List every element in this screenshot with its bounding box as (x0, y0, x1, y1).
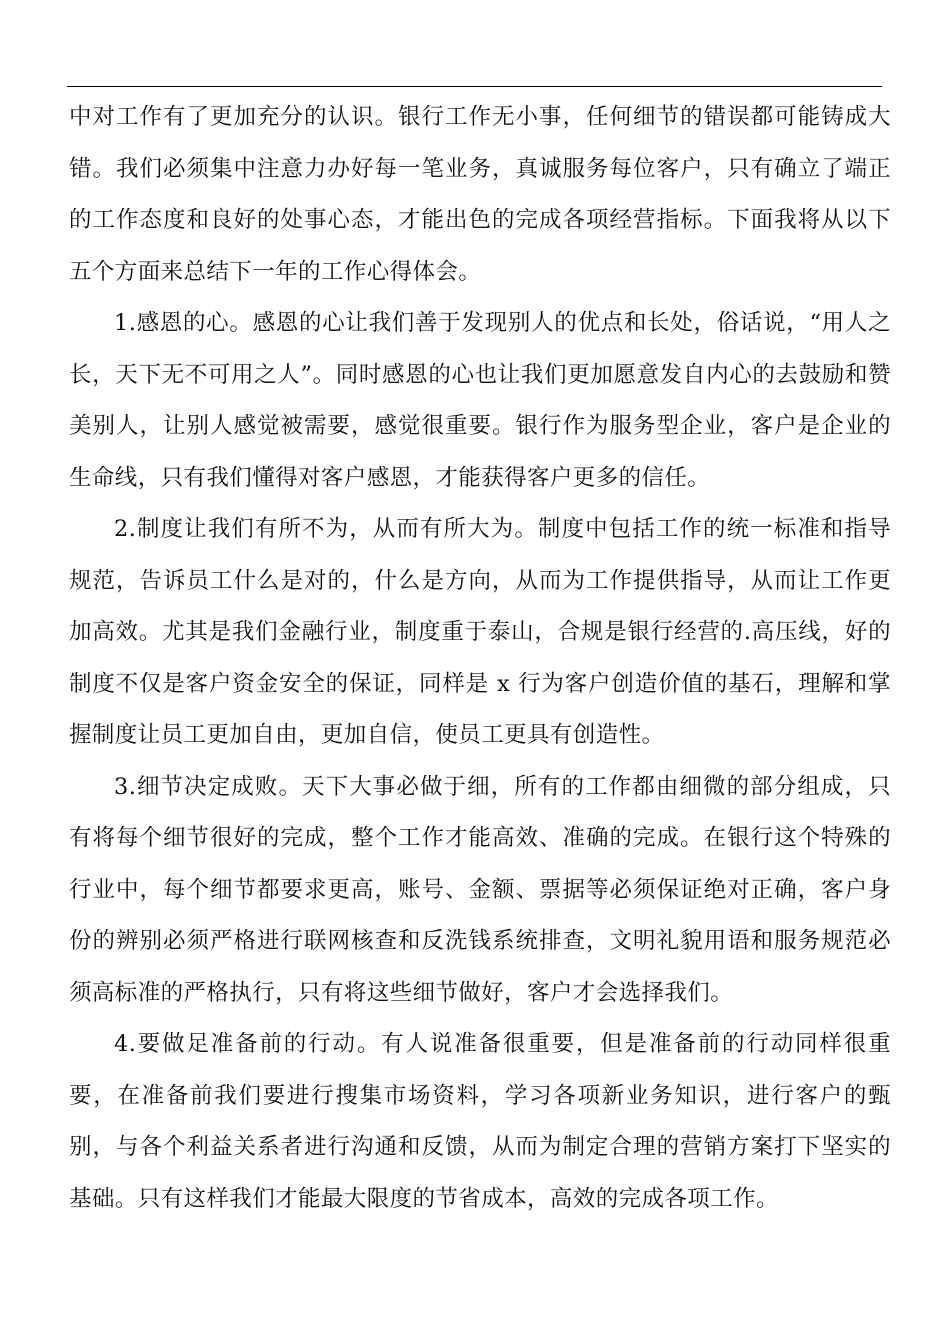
paragraph-rules: 2.制度让我们有所不为，从而有所大为。制度中包括工作的统一标准和指导规范，告诉员工什么是对的，什么是方向，从而为工作提供指导，从而让工作更加高效。尤其是我们金融行业，制度重于泰山，合规是银行经营的.高压线，好的制度不仅是客户资金安全的保证，同样是 x 行为客户创造价值的基石，理解和掌握制度让员工更加自由，更加自信，使员工更具有创造性。 (69, 516, 891, 748)
header-rule (67, 86, 882, 87)
paragraph-continuation: 中对工作有了更加充分的认识。银行工作无小事，任何细节的错误都可能铸成大错。我们必须集中注意力办好每一笔业务，真诚服务每位客户，只有确立了端正的工作态度和良好的处事心态，才能出色的完成各项经营指标。下面我将从以下五个方面来总结下一年的工作心得体会。 (69, 104, 891, 285)
document-body (69, 92, 891, 1225)
paragraph-gratitude: 1.感恩的心。感恩的心让我们善于发现别人的优点和长处，俗话说，“用人之长，天下无不可用之人”。同时感恩的心也让我们更加愿意发自内心的去鼓励和赞美别人，让别人感觉被需要，感觉很重要。银行作为服务型企业，客户是企业的生命线，只有我们懂得对客户感恩，才能获得客户更多的信任。 (69, 310, 891, 491)
paragraph-preparation: 4.要做足准备前的行动。有人说准备很重要，但是准备前的行动同样很重要，在准备前我们要进行搜集市场资料，学习各项新业务知识，进行客户的甄别，与各个利益关系者进行沟通和反馈，从而为制定合理的营销方案打下坚实的基础。只有这样我们才能最大限度的节省成本，高效的完成各项工作。 (69, 1031, 891, 1212)
paragraph-details: 3.细节决定成败。天下大事必做于细，所有的工作都由细微的部分组成，只有将每个细节很好的完成，整个工作才能高效、准确的完成。在银行这个特殊的行业中，每个细节都要求更高，账号、金额、票据等必须保证绝对正确，客户身份的辨别必须严格进行联网核查和反洗钱系统排查，文明礼貌用语和服务规范必须高标准的严格执行，只有将这些细节做好，客户才会选择我们。 (69, 773, 891, 1006)
